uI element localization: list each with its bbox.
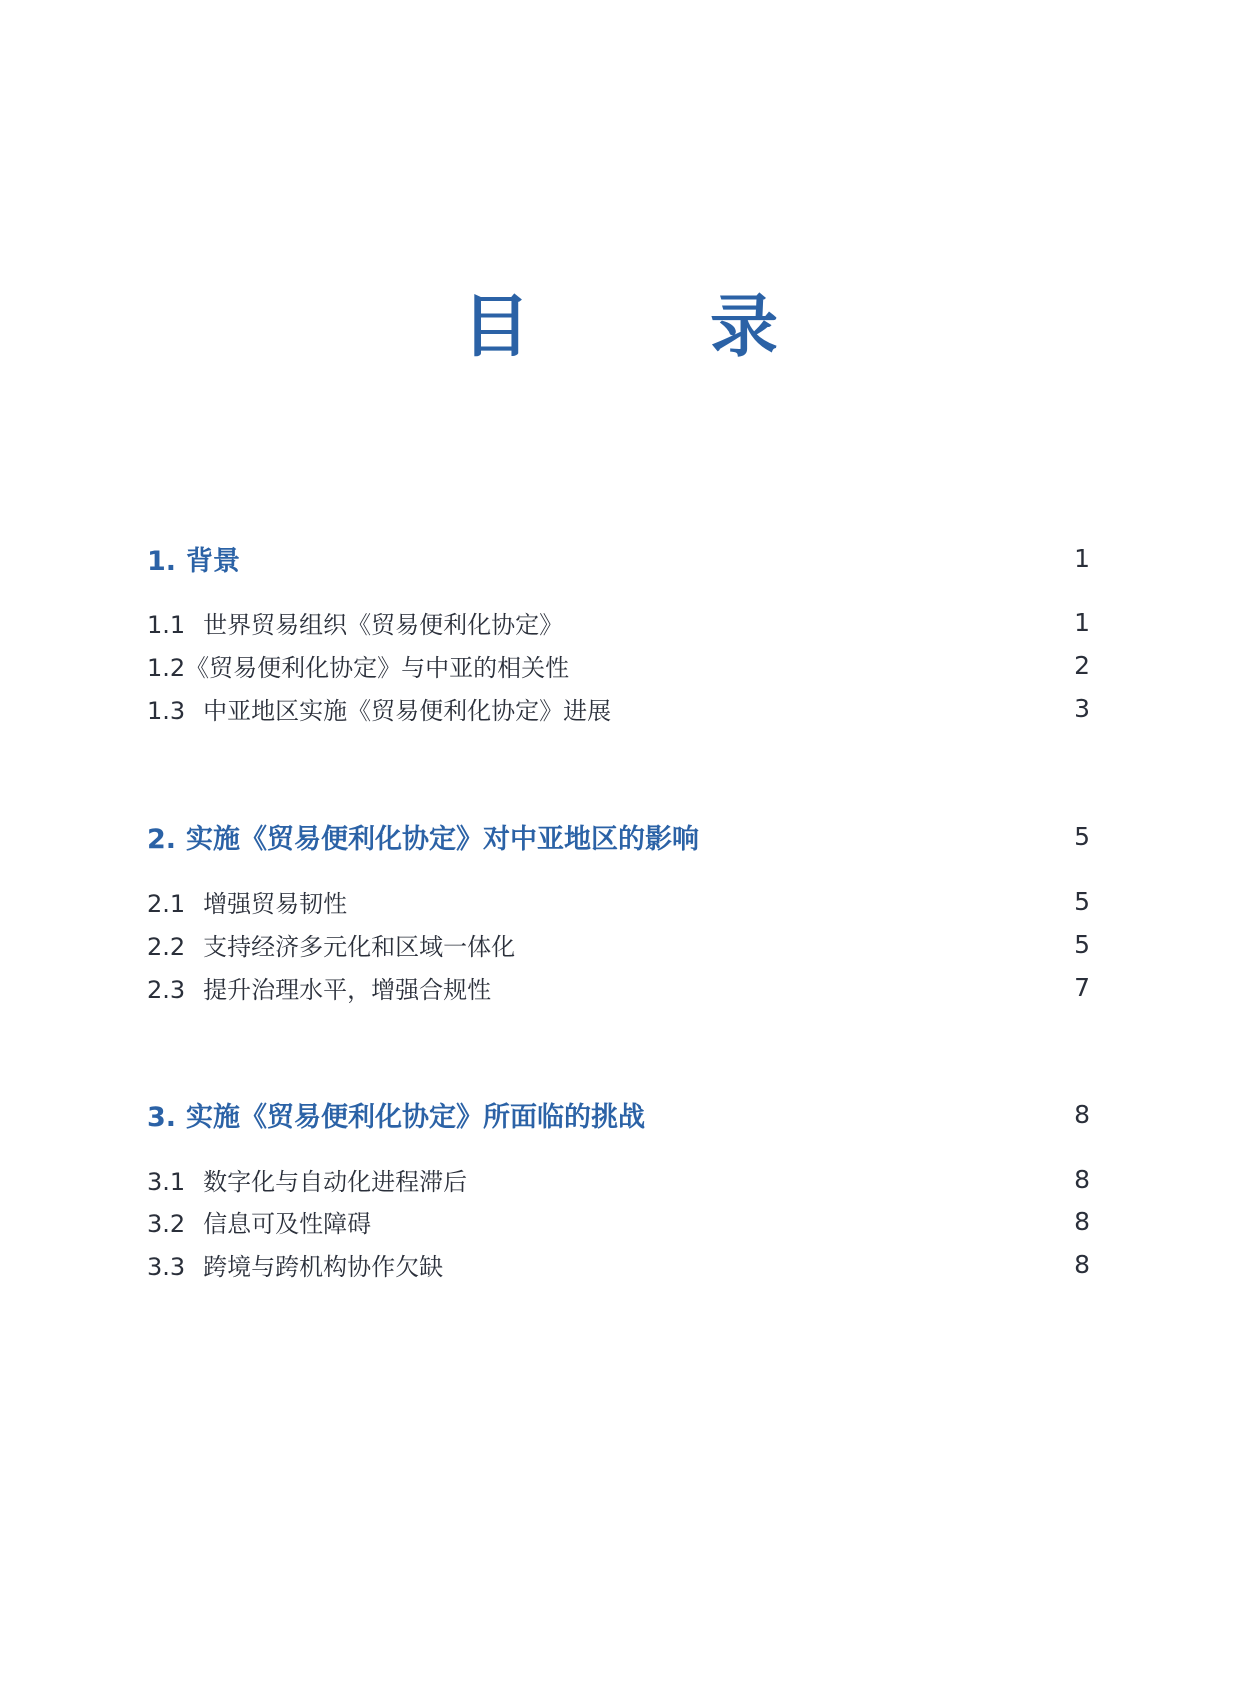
item-2-1-title <box>147 884 347 919</box>
item-3-1-title <box>147 1162 467 1197</box>
section-3-number: 3. <box>147 1101 177 1133</box>
item-3-3-title <box>147 1247 443 1282</box>
item-1-2-title <box>147 648 569 683</box>
toc-item-1-3[interactable] <box>147 688 1090 728</box>
item-2-1-page: 5 <box>1074 886 1090 916</box>
item-1-1-title <box>147 605 563 640</box>
item-1-3-number: 1.3 <box>147 696 186 725</box>
section-2-title <box>147 817 699 856</box>
item-2-2-label: 支持经济多元化和区域一体化 <box>203 932 516 961</box>
item-3-3-number: 3.3 <box>147 1252 186 1281</box>
item-1-2-number: 1.2 <box>147 653 186 682</box>
toc-item-2-2[interactable] <box>147 924 1090 964</box>
section-2-page: 5 <box>1074 821 1090 851</box>
toc-item-3-2[interactable] <box>147 1201 1090 1241</box>
item-3-1-label: 数字化与自动化进程滞后 <box>203 1167 468 1196</box>
toc-item-3-1[interactable] <box>147 1159 1090 1199</box>
item-3-2-label: 信息可及性障碍 <box>203 1209 372 1238</box>
item-3-3-label: 跨境与跨机构协作欠缺 <box>203 1252 444 1281</box>
section-3-page: 8 <box>1074 1099 1090 1129</box>
toc-item-2-3[interactable] <box>147 967 1090 1007</box>
toc-item-1-1[interactable] <box>147 602 1090 642</box>
toc-section-1[interactable] <box>147 538 1090 578</box>
item-2-1-label: 增强贸易韧性 <box>203 889 348 918</box>
section-1-page: 1 <box>1074 543 1090 573</box>
item-2-3-label: 提升治理水平，增强合规性 <box>203 975 492 1004</box>
section-3-title <box>147 1095 645 1134</box>
item-2-3-page: 7 <box>1074 972 1090 1002</box>
item-3-2-page: 8 <box>1074 1206 1090 1236</box>
toc-item-3-3[interactable] <box>147 1244 1090 1284</box>
item-3-2-title <box>147 1204 371 1239</box>
item-2-2-page: 5 <box>1074 929 1090 959</box>
section-1-number: 1. <box>147 545 177 577</box>
toc-item-2-1[interactable] <box>147 881 1090 921</box>
item-3-1-number: 3.1 <box>147 1167 186 1196</box>
item-1-1-label: 世界贸易组织《贸易便利化协定》 <box>203 610 564 639</box>
section-2-number: 2. <box>147 823 177 855</box>
item-2-3-title <box>147 970 491 1005</box>
toc-section-3[interactable] <box>147 1094 1090 1134</box>
item-2-2-title <box>147 927 515 962</box>
item-1-1-number: 1.1 <box>147 610 186 639</box>
section-3-label: 实施《贸易便利化协定》所面临的挑战 <box>186 1101 646 1133</box>
item-1-1-page: 1 <box>1074 607 1090 637</box>
item-1-3-page: 3 <box>1074 693 1090 723</box>
section-2-label: 实施《贸易便利化协定》对中亚地区的影响 <box>186 823 700 855</box>
item-1-2-page: 2 <box>1074 650 1090 680</box>
toc-section-2[interactable] <box>147 816 1090 856</box>
item-3-2-number: 3.2 <box>147 1209 186 1238</box>
item-1-2-label: 《贸易便利化协定》与中亚的相关性 <box>185 653 570 682</box>
section-1-title <box>147 539 240 578</box>
item-2-3-number: 2.3 <box>147 975 186 1004</box>
page-title: 目 录 <box>461 288 834 367</box>
toc-item-1-2[interactable] <box>147 645 1090 685</box>
item-3-1-page: 8 <box>1074 1164 1090 1194</box>
item-1-3-title <box>147 691 611 726</box>
item-2-1-number: 2.1 <box>147 889 186 918</box>
item-2-2-number: 2.2 <box>147 932 186 961</box>
section-1-label: 背景 <box>186 545 241 577</box>
item-1-3-label: 中亚地区实施《贸易便利化协定》进展 <box>203 696 612 725</box>
item-3-3-page: 8 <box>1074 1249 1090 1279</box>
